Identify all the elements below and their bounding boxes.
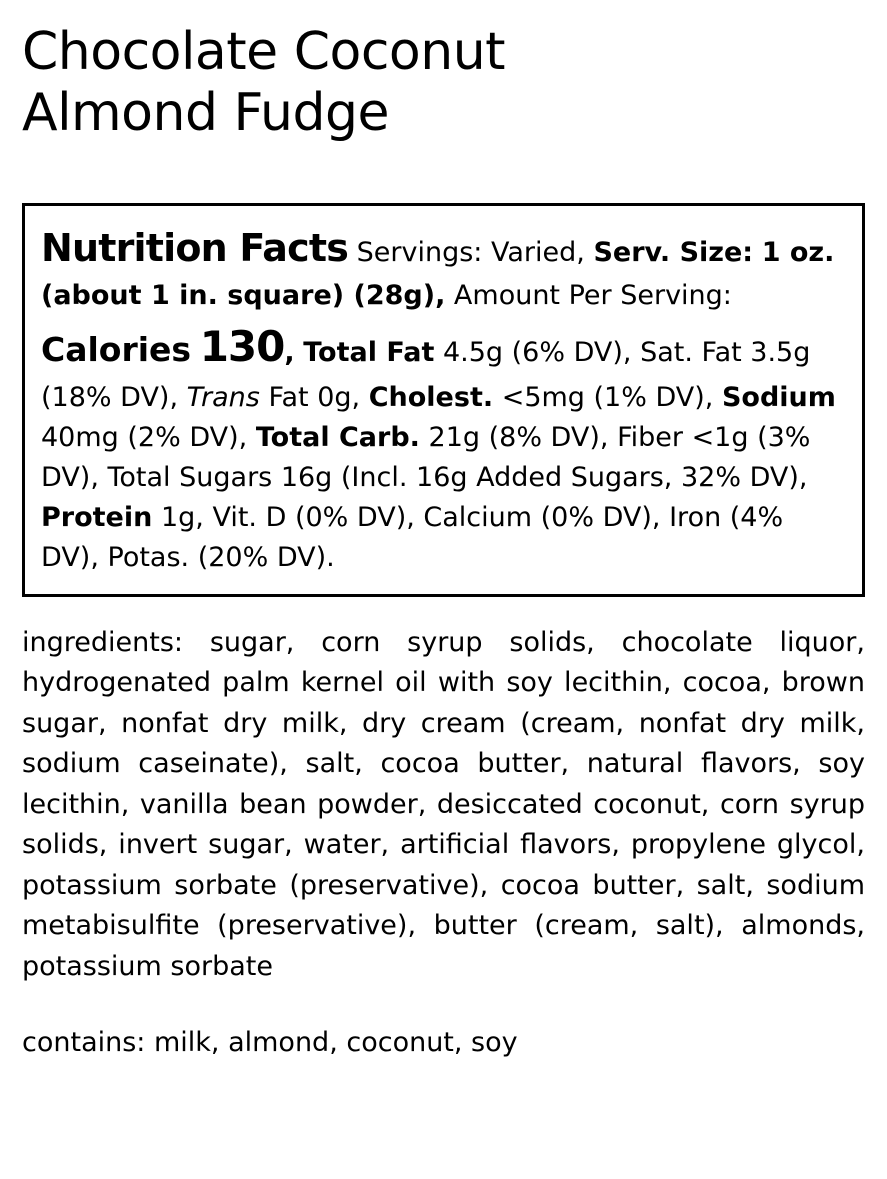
protein-label: Protein — [41, 501, 153, 533]
servings-text: Servings: Varied, — [356, 236, 585, 268]
protein-value: 1g, — [160, 501, 204, 533]
serving-size-value: 1 oz. (about 1 in. square) (28g), — [41, 236, 835, 311]
potassium-text: Potas. (20% DV). — [107, 541, 335, 573]
vitamin-d-text: Vit. D (0% DV), — [212, 501, 415, 533]
total-carb-value: 21g (8% DV), — [428, 422, 609, 454]
nutrition-facts-title: Nutrition Facts — [41, 225, 349, 270]
sodium-value: 40mg (2% DV), — [41, 422, 248, 454]
amount-per-serving-label: Amount Per Serving: — [453, 279, 732, 311]
cholesterol-value: <5mg (1% DV), — [501, 382, 714, 414]
iron-text: Iron (4% DV), — [41, 501, 784, 573]
trans-fat-label: Trans — [186, 382, 260, 414]
calories-value: 130 — [199, 321, 285, 371]
calories-label: Calories — [41, 329, 192, 369]
cholesterol-label: Cholest. — [368, 382, 494, 414]
total-carb-label: Total Carb. — [255, 422, 420, 454]
total-sugars-text: Total Sugars 16g (Incl. 16g Added Sugars, 32% DV), — [107, 461, 808, 493]
total-fat-value: 4.5g (6% DV), — [442, 336, 632, 368]
total-fat-label: Total Fat — [303, 336, 435, 368]
ingredients-text: ingredients: sugar, corn syrup solids, chocolate liquor, hydrogenated palm kernel oil with soy lecithin, cocoa, brown sugar, nonfat dry milk, dry cream (cream, nonfat dry milk, sodium caseinate), salt, cocoa butter, natural flavors, soy lecithin, vanilla bean powder, desiccated coconut, corn syrup solids, invert sugar, water, artificial flavors, propylene glycol, potassium sorbate (preservative), cocoa butter, salt, sodium metabisulfite (preservative), butter (cream, salt), almonds, potassium sorbate — [22, 626, 865, 982]
page-title: Chocolate Coconut Almond Fudge — [22, 22, 506, 144]
allergen-statement: contains: milk, almond, coconut, soy — [22, 1027, 518, 1059]
sodium-label: Sodium — [721, 382, 836, 414]
trans-fat-value: Fat 0g, — [268, 382, 361, 414]
calcium-text: Calcium (0% DV), — [423, 501, 661, 533]
fiber-text: Fiber <1g (3% DV), — [41, 422, 811, 493]
calories-comma: , — [284, 336, 295, 368]
saturated-fat-text: Sat. Fat 3.5g (18% DV), — [41, 336, 811, 414]
serving-size-label: Serv. Size: — [593, 236, 754, 268]
nutrition-facts-panel — [22, 203, 865, 597]
nutrition-facts-text — [41, 220, 846, 578]
